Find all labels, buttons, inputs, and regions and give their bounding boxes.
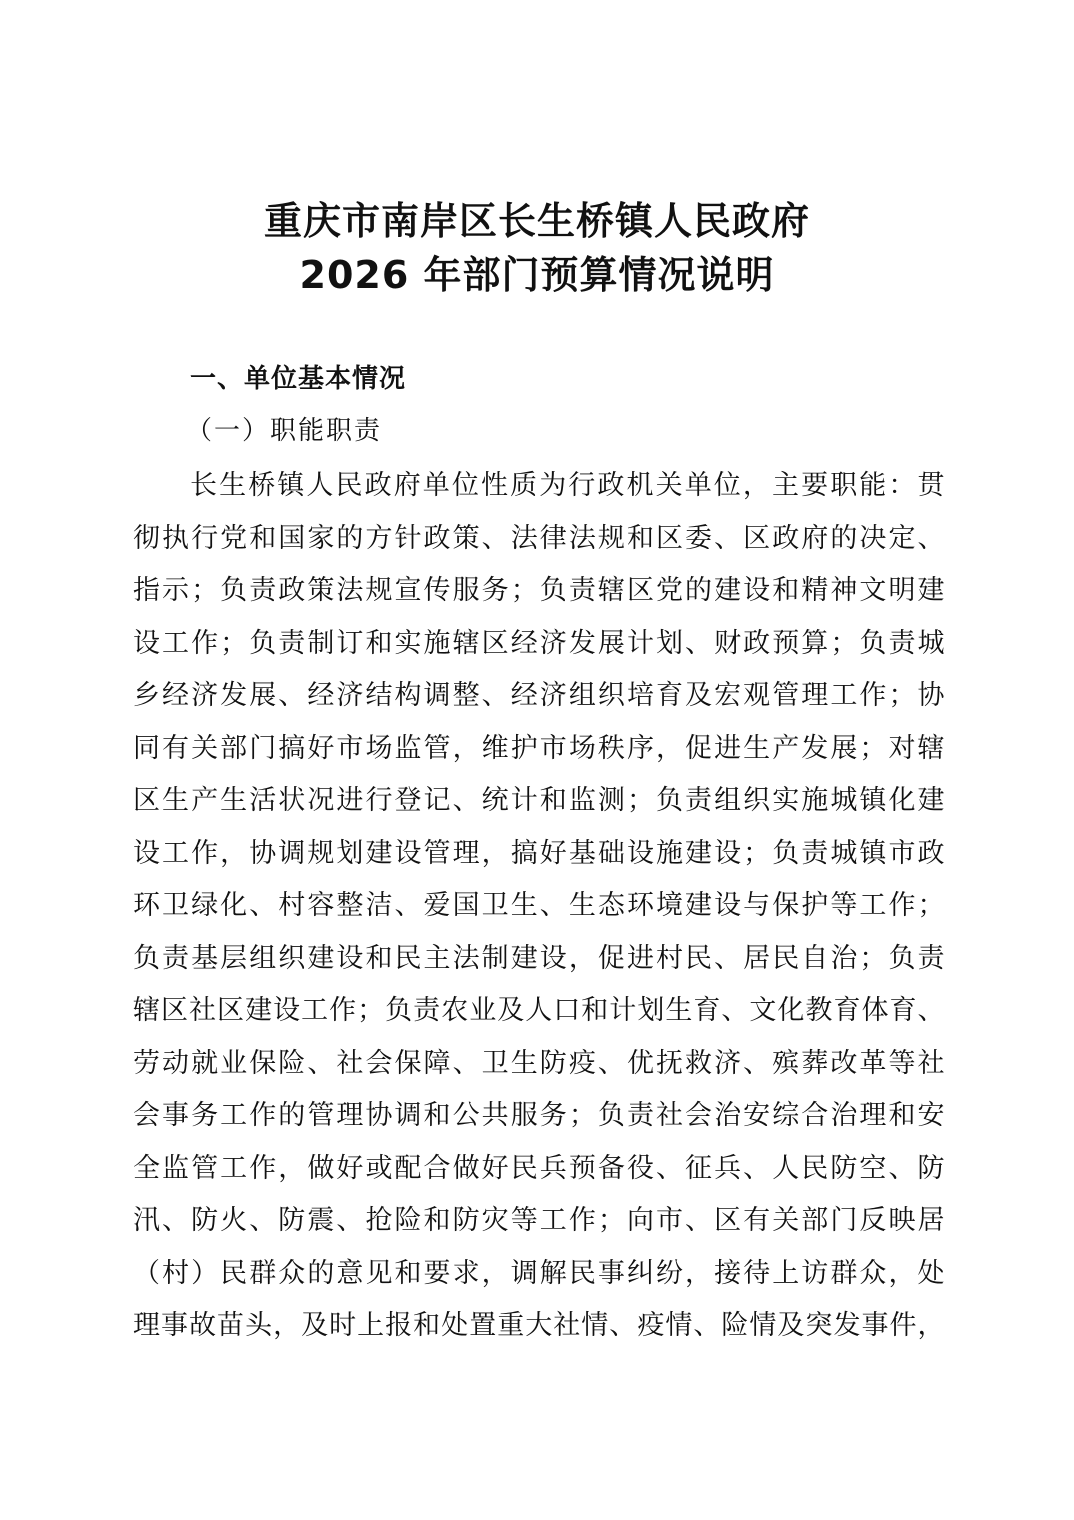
- paragraph-line: 乡经济发展、经济结构调整、经济组织培育及宏观管理工作；协: [133, 680, 945, 711]
- paragraph-line: 区生产生活状况进行登记、统计和监测；负责组织实施城镇化建: [133, 785, 945, 816]
- section-heading: 一、单位基本情况: [190, 364, 407, 394]
- paragraph-line: 理事故苗头，及时上报和处置重大社情、疫情、险情及突发事件，: [133, 1310, 945, 1341]
- document-title-line-2: 2026 年部门预算情况说明: [299, 253, 775, 297]
- paragraph-line: 设工作，协调规划建设管理，搞好基础设施建设；负责城镇市政: [133, 837, 945, 869]
- paragraph-line: 负责基层组织建设和民主法制建设，促进村民、居民自治；负责: [133, 942, 945, 974]
- document-title-line-1: 重庆市南岸区长生桥镇人民政府: [263, 199, 810, 243]
- paragraph-line: 环卫绿化、村容整洁、爱国卫生、生态环境建设与保护等工作；: [133, 890, 945, 921]
- duties-paragraph: [133, 460, 945, 1353]
- paragraph-line: 汛、防火、防震、抢险和防灾等工作；向市、区有关部门反映居: [133, 1205, 945, 1236]
- paragraph-line: （村）民群众的意见和要求，调解民事纠纷，接待上访群众，处: [133, 1257, 945, 1289]
- paragraph-line: 指示；负责政策法规宣传服务；负责辖区党的建设和精神文明建: [133, 575, 945, 606]
- paragraph-line: 辖区社区建设工作；负责农业及人口和计划生育、文化教育体育、: [133, 995, 945, 1026]
- paragraph-line: 劳动就业保险、社会保障、卫生防疫、优抚救济、殡葬改革等社: [133, 1047, 945, 1079]
- paragraph-line: 彻执行党和国家的方针政策、法律法规和区委、区政府的决定、: [133, 522, 945, 554]
- paragraph-line: 全监管工作，做好或配合做好民兵预备役、征兵、人民防空、防: [133, 1152, 945, 1184]
- paragraph-line: 长生桥镇人民政府单位性质为行政机关单位，主要职能：贯: [190, 470, 945, 501]
- paragraph-line: 设工作；负责制订和实施辖区经济发展计划、财政预算；负责城: [133, 627, 945, 659]
- paragraph-line: 会事务工作的管理协调和公共服务；负责社会治安综合治理和安: [133, 1100, 945, 1131]
- paragraph-line: 同有关部门搞好市场监管，维护市场秩序，促进生产发展；对辖: [133, 732, 945, 764]
- subsection-heading: （一）职能职责: [186, 416, 383, 446]
